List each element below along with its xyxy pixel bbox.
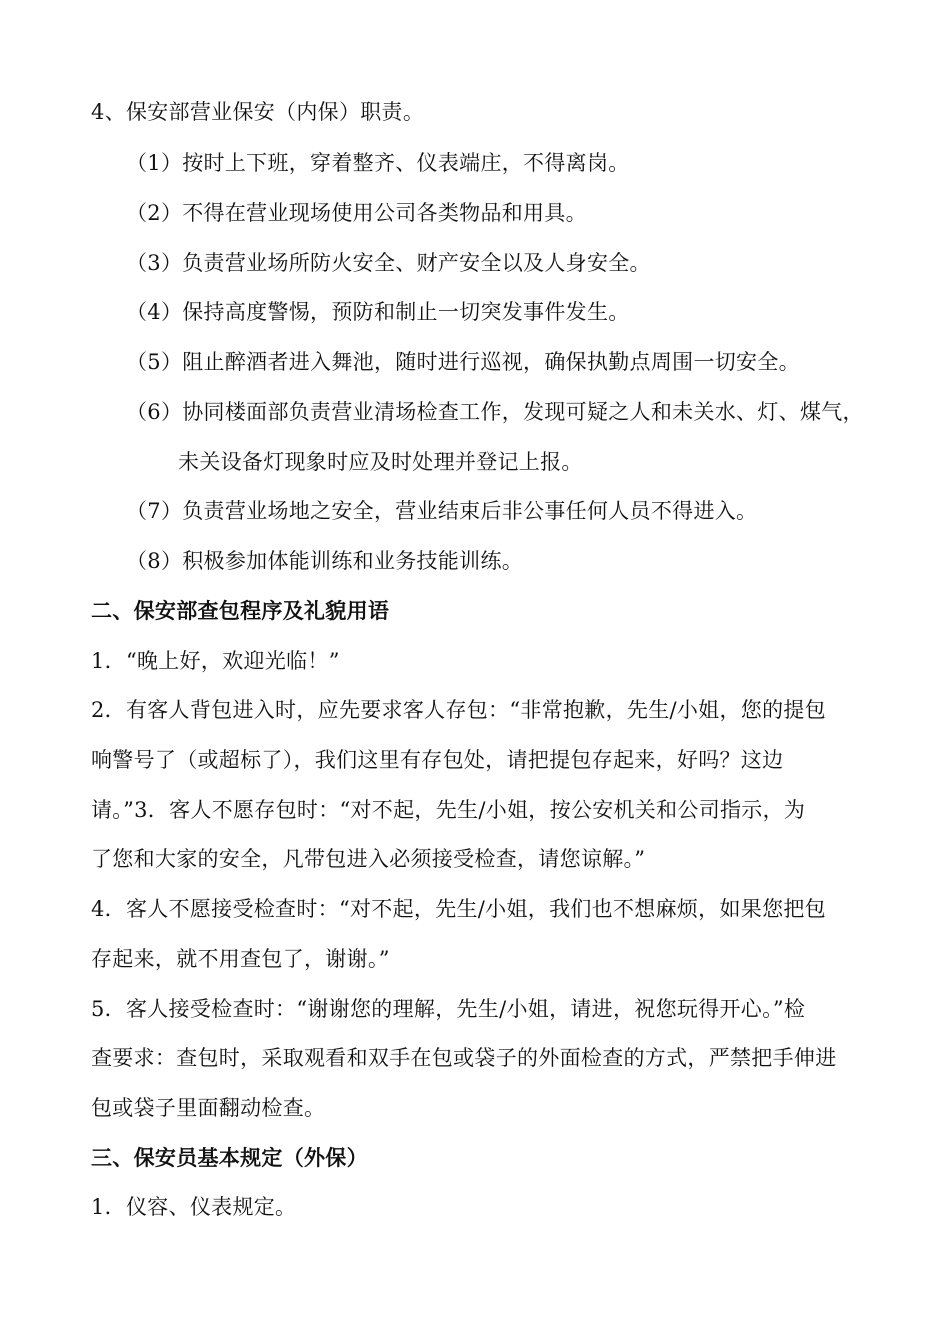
- duty-item-4: （4）保持高度警惕，预防和制止一切突发事件发生。: [126, 300, 630, 324]
- duty-item-6: （6）协同楼面部负责营业清场检查工作，发现可疑之人和未关水、灯、煤气，: [126, 400, 864, 424]
- greeting-line-8: 5．客人接受检查时：“谢谢您的理解，先生/小姐，请进，祝您玩得开心。”检: [91, 997, 806, 1021]
- greeting-line-10: 包或袋子里面翻动检查。: [91, 1096, 326, 1120]
- section-3-heading: 三、保安员基本规定（外保）: [91, 1146, 368, 1170]
- section-4-title: 4、保安部营业保安（内保）职责。: [91, 100, 425, 124]
- duty-item-5: （5）阻止醉酒者进入舞池，随时进行巡视，确保执勤点周围一切安全。: [126, 350, 800, 374]
- section-2-heading: 二、保安部查包程序及礼貌用语: [91, 599, 390, 623]
- duty-item-2: （2）不得在营业现场使用公司各类物品和用具。: [126, 201, 587, 225]
- duty-item-6-continued: 未关设备灯现象时应及时处理并登记上报。: [178, 450, 583, 474]
- rule-line-1: 1．仪容、仪表规定。: [91, 1195, 297, 1219]
- greeting-line-6: 4．客人不愿接受检查时：“对不起，先生/小姐，我们也不想麻烦，如果您把包: [91, 897, 826, 921]
- greeting-line-7: 存起来，就不用查包了，谢谢。”: [91, 947, 390, 971]
- greeting-line-3: 响警号了（或超标了），我们这里有存包处，请把提包存起来，好吗？这边: [91, 748, 784, 772]
- duty-item-7: （7）负责营业场地之安全，营业结束后非公事任何人员不得进入。: [126, 499, 758, 523]
- duty-item-1: （1）按时上下班，穿着整齐、仪表端庄，不得离岗。: [126, 151, 630, 175]
- greeting-line-9: 查要求：查包时，采取观看和双手在包或袋子的外面检查的方式，严禁把手伸进: [91, 1046, 837, 1070]
- duty-item-3: （3）负责营业场所防火安全、财产安全以及人身安全。: [126, 251, 651, 275]
- greeting-line-5: 了您和大家的安全，凡带包进入必须接受检查，请您谅解。”: [91, 847, 646, 871]
- greeting-line-4: 请。”3．客人不愿存包时：“对不起，先生/小姐，按公安机关和公司指示，为: [91, 798, 806, 822]
- greeting-line-1: 1．“晚上好，欢迎光临！”: [91, 649, 340, 673]
- duty-item-8: （8）积极参加体能训练和业务技能训练。: [126, 549, 524, 573]
- greeting-line-2: 2．有客人背包进入时，应先要求客人存包：“非常抱歉，先生/小姐，您的提包: [91, 698, 826, 722]
